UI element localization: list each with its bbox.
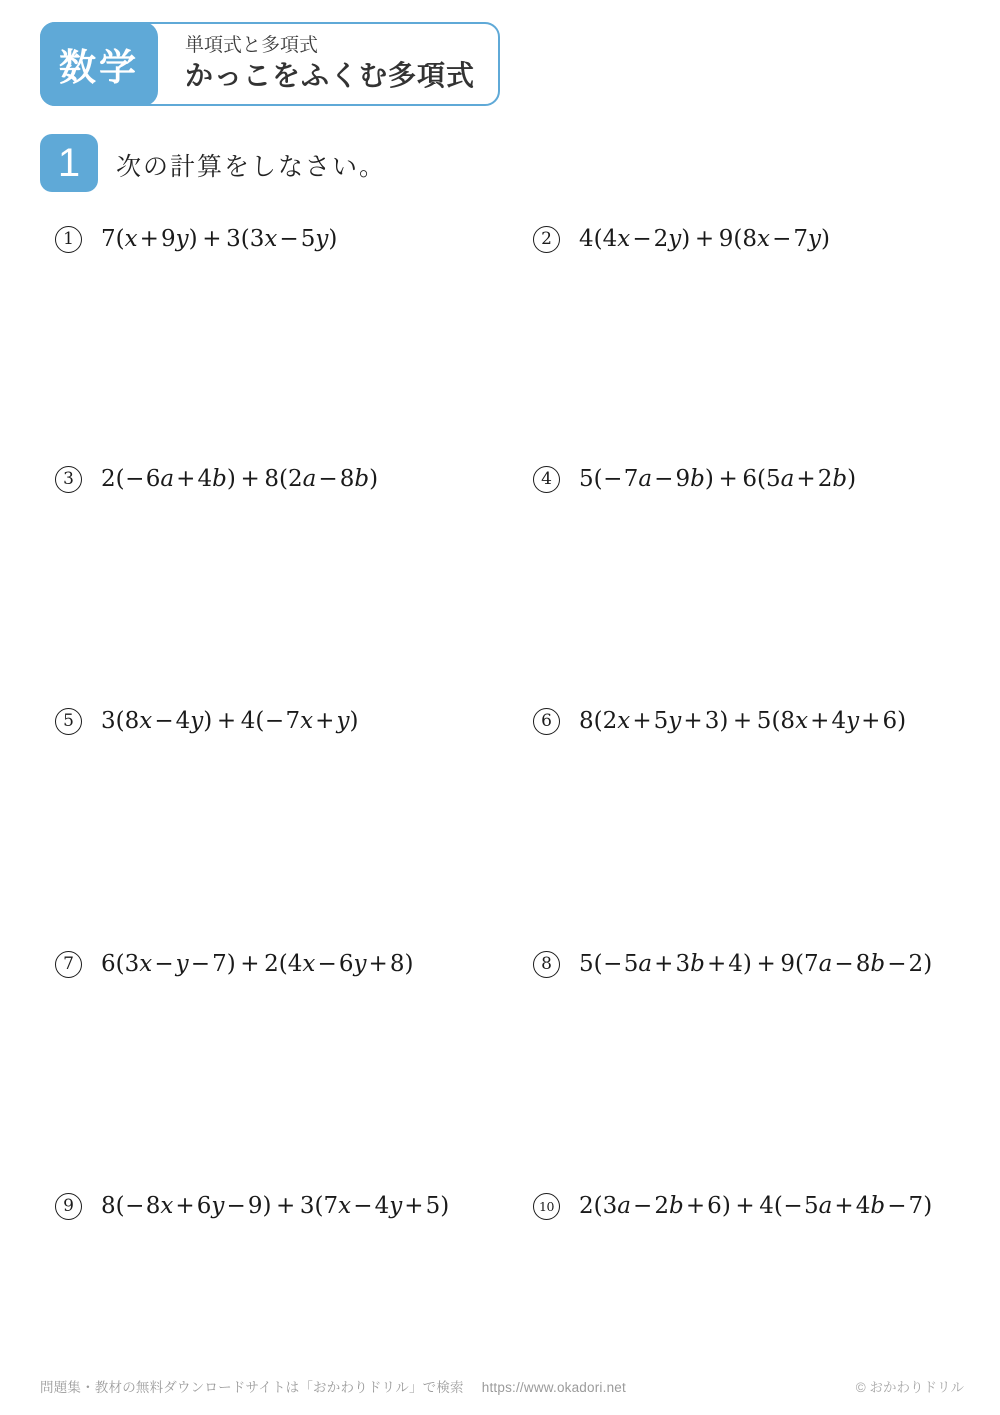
problem-number-badge: 1 [55,226,82,253]
problem-row-4 [533,461,856,497]
problem-number-badge: 3 [55,466,82,493]
problem-row-8 [533,946,932,982]
problem-row-2 [533,221,830,257]
footer-search-hint [40,1376,626,1396]
problem-expression: 6(3x−y−7) + 2(4x−6y+8) [101,951,414,977]
problem-number-badge: 7 [55,951,82,978]
problem-expression: 2(3a−2b+6) + 4(−5a+4b−7) [579,1193,933,1219]
problem-row-10 [533,1188,932,1224]
page-title: かっこをふくむ多項式 [185,60,476,91]
problem-row-7 [55,946,413,982]
problem-row-1 [55,221,337,257]
instruction-text: 次の計算をしなさい。 [116,154,387,181]
problem-expression: 2(−6a+4b) + 8(2a−8b) [101,466,379,492]
problem-row-9 [55,1188,449,1224]
problem-number-badge: 9 [55,1193,82,1220]
problem-expression: 8(2x+5y+3) + 5(8x+4y+6) [579,708,907,734]
problem-number-badge: 5 [55,708,82,735]
footer-copyright: © おかわりドリル [855,1380,964,1395]
footer-hint-text: 問題集・教材の無料ダウンロードサイトは「おかわりドリル」で検索 [40,1380,464,1395]
problem-expression: 3(8x−4y) + 4(−7x+y) [101,708,359,734]
problem-number-badge: 2 [533,226,560,253]
problem-expression: 5(−7a−9b) + 6(5a+2b) [579,466,857,492]
section-number-badge: 1 [40,134,98,192]
problem-row-6 [533,703,906,739]
problem-number-badge: 10 [533,1193,560,1220]
problem-expression: 5(−5a+3b+4) + 9(7a−8b−2) [579,951,933,977]
problem-number-badge: 4 [533,466,560,493]
problem-number-badge: 8 [533,951,560,978]
unit-label: 単項式と多項式 [185,35,319,56]
problem-expression: 7(x+9y) + 3(3x−5y) [101,226,338,252]
subject-badge: 数学 [40,22,158,106]
problem-expression: 4(4x−2y) + 9(8x−7y) [579,226,831,252]
footer-url: https://www.okadori.net [481,1380,626,1395]
problem-expression: 8(−8x+6y−9) + 3(7x−4y+5) [101,1193,450,1219]
problem-row-3 [55,461,378,497]
problem-number-badge: 6 [533,708,560,735]
problem-row-5 [55,703,359,739]
